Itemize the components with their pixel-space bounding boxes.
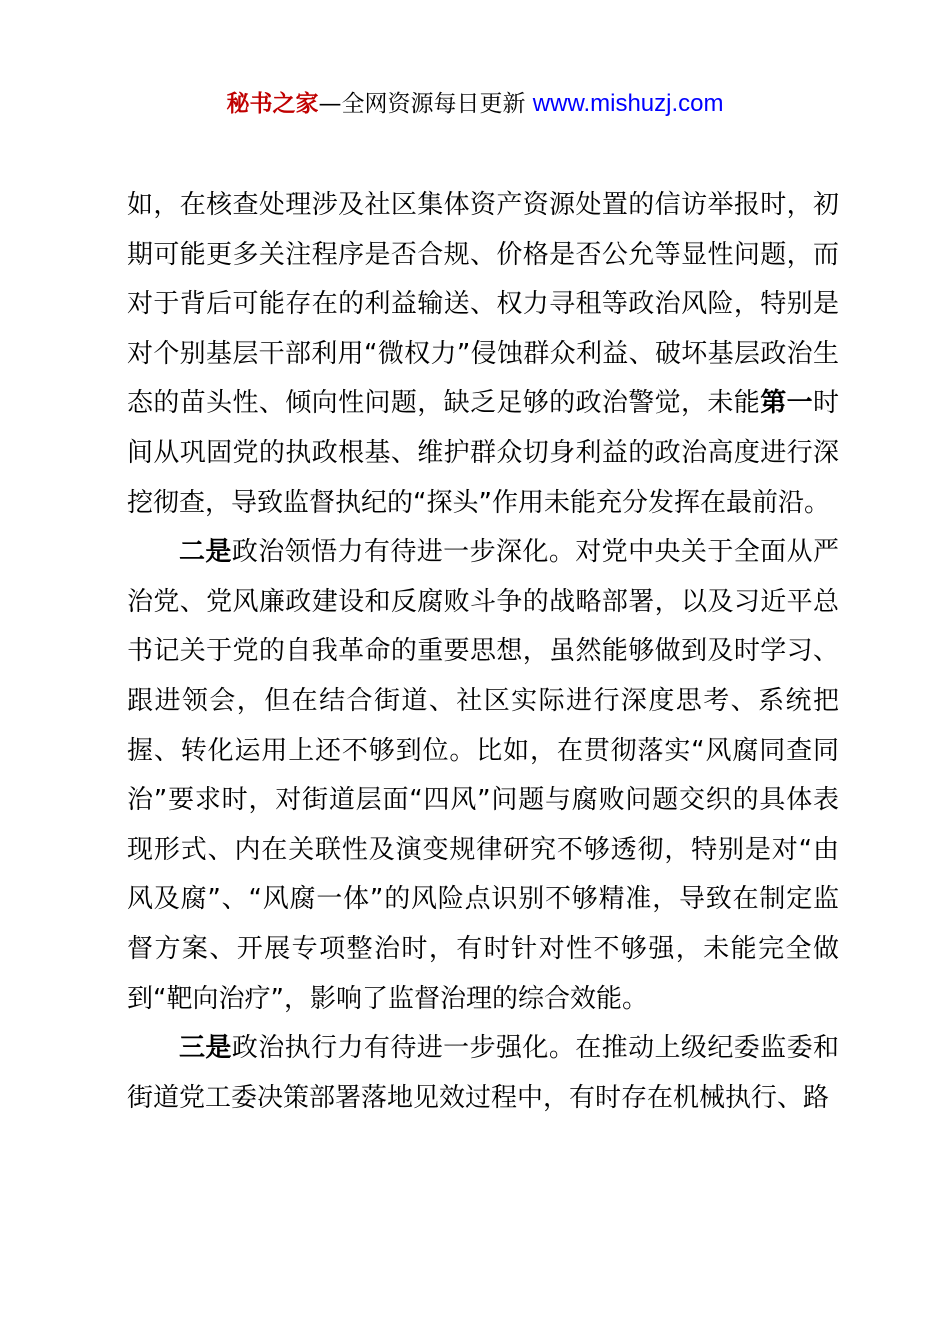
paragraph-3-text: 政治执行力有待进一步强化。在推动上级纪委监委和街道党工委决策部署落地见效过程中，有时存在机械执行、路: [127, 1033, 839, 1113]
paragraph-1-text-b: 时间从巩固党的执政根基、维护群众切身利益的政治高度进行深挖彻查，导致监督执纪的“探头”作用未能充分发挥在最前沿。: [127, 388, 839, 518]
paragraph-3: [127, 1024, 839, 1123]
brand-name: 秘书之家: [226, 91, 319, 117]
paragraph-2-lead: 二是: [179, 537, 232, 568]
header-tagline: —全网资源每日更新: [318, 91, 533, 117]
paragraph-2: [127, 528, 839, 1024]
paragraph-1: [127, 181, 839, 528]
page-header: [0, 86, 950, 122]
paragraph-1-bold: 第一: [760, 388, 813, 419]
paragraph-1-text-a: 如，在核查处理涉及社区集体资产资源处置的信访举报时，初期可能更多关注程序是否合规、价格是否公允等显性问题，而对于背后可能存在的利益输送、权力寻租等政治风险，特别是对个别基层干部利用“微权力”侵蚀群众利益、破坏基层政治生态的苗头性、倾向性问题，缺乏足够的政治警觉，未能: [127, 190, 839, 419]
document-body: [127, 181, 839, 1123]
paragraph-3-lead: 三是: [179, 1033, 232, 1064]
site-url-link[interactable]: www.mishuzj.com: [532, 90, 724, 117]
paragraph-2-text: 政治领悟力有待进一步深化。对党中央关于全面从严治党、党风廉政建设和反腐败斗争的战略部署，以及习近平总书记关于党的自我革命的重要思想，虽然能够做到及时学习、跟进领会，但在结合街道、社区实际进行深度思考、系统把握、转化运用上还不够到位。比如，在贯彻落实“风腐同查同治”要求时，对街道层面“四风”问题与腐败问题交织的具体表现形式、内在关联性及演变规律研究不够透彻，特别是对“由风及腐”、“风腐一体”的风险点识别不够精准，导致在制定监督方案、开展专项整治时，有时针对性不够强，未能完全做到“靶向治疗”，影响了监督治理的综合效能。: [127, 537, 839, 1014]
